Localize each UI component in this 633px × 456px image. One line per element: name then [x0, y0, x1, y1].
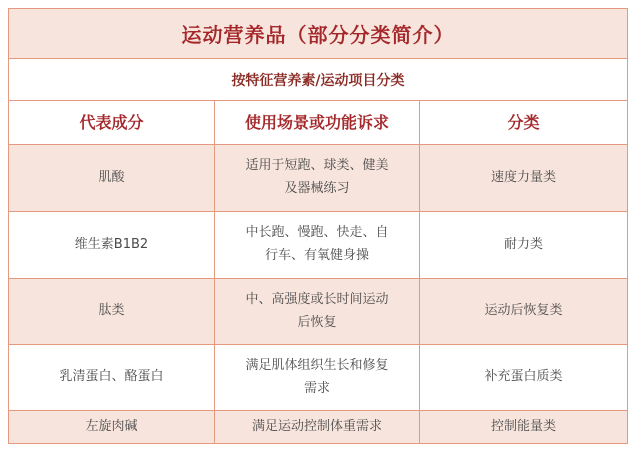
usage-cell: 中、高强度或长时间运动后恢复 — [215, 279, 420, 344]
usage-cell: 满足运动控制体重需求 — [215, 411, 420, 443]
ingredient-cell: 维生素B1B2 — [9, 212, 215, 278]
ingredient-cell: 左旋肉碱 — [9, 411, 215, 443]
table-row — [9, 145, 627, 212]
category-cell: 补充蛋白质类 — [484, 369, 563, 385]
ingredient-cell: 肽类 — [9, 279, 215, 344]
table-row — [9, 411, 627, 443]
table-subtitle: 按特征营养素/运动项目分类 — [9, 59, 627, 101]
header-usage: 使用场景或功能诉求 — [215, 101, 420, 144]
table-row — [9, 212, 627, 279]
header-category: 分类 — [507, 112, 540, 132]
ingredient-cell: 乳清蛋白、酪蛋白 — [9, 345, 215, 410]
table-row — [9, 279, 627, 345]
table-row — [9, 345, 627, 411]
category-cell: 控制能量类 — [490, 418, 556, 434]
category-cell: 运动后恢复类 — [484, 303, 563, 319]
nutrition-table — [8, 8, 628, 444]
category-cell: 耐力类 — [503, 236, 543, 252]
header-row — [9, 101, 627, 145]
usage-cell: 满足肌体组织生长和修复需求 — [215, 345, 420, 410]
header-ingredient: 代表成分 — [9, 101, 215, 144]
ingredient-cell: 肌酸 — [9, 145, 215, 211]
category-cell: 速度力量类 — [490, 169, 556, 185]
usage-cell: 中长跑、慢跑、快走、自行车、有氧健身操 — [215, 212, 420, 278]
table-title: 运动营养品（部分分类简介） — [9, 9, 627, 59]
usage-cell: 适用于短跑、球类、健美及器械练习 — [215, 145, 420, 211]
